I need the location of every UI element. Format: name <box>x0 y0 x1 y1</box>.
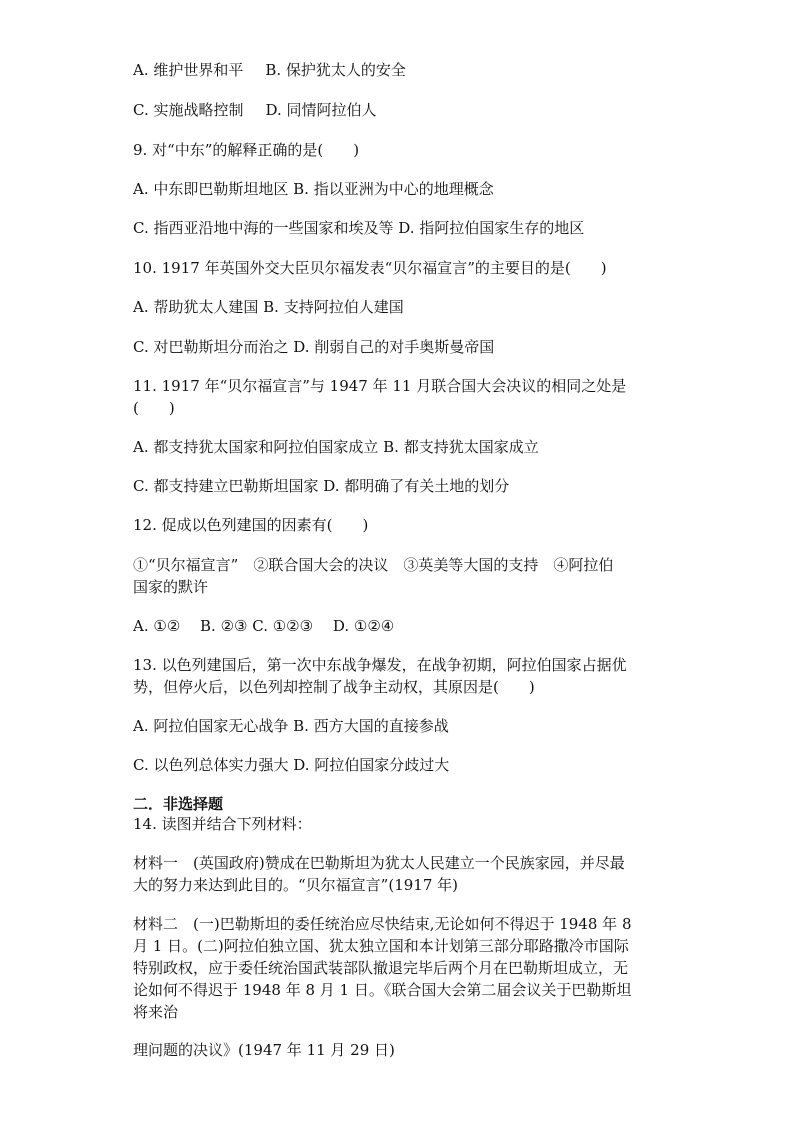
material2-line-2: 月 1 日。(二)阿拉伯独立国、犹太独立国和本计划第三部分耶路撒冷市国际 <box>133 937 629 955</box>
material2-line-6: 理问题的决议》(1947 年 11 月 29 日) <box>133 1041 395 1059</box>
q12-factors-line-2: 国家的默许 <box>133 578 209 596</box>
section-heading: 二．非选择题 <box>133 795 224 813</box>
q10-options-line-1: A. 帮助犹太人建国 B. 支持阿拉伯人建国 <box>133 298 404 316</box>
q8-option-a: A. 维护世界和平 <box>133 61 244 79</box>
q9-options-line-1: A. 中东即巴勒斯坦地区 B. 指以亚洲为中心的地理概念 <box>133 180 494 198</box>
q12-stem: 12. 促成以色列建国的因素有( ) <box>133 516 369 534</box>
q10-stem: 10. 1917 年英国外交大臣贝尔福发表“贝尔福宣言”的主要目的是( ) <box>133 259 607 277</box>
q13-stem-line-1: 13. 以色列建国后，第一次中东战争爆发，在战争初期，阿拉伯国家占据优 <box>133 656 627 674</box>
q12-options: A. ①② B. ②③ C. ①②③ D. ①②④ <box>133 617 395 635</box>
q13-options-line-1: A. 阿拉伯国家无心战争 B. 西方大国的直接参战 <box>133 717 449 735</box>
material2-line-4: 论如何不得迟于 1948 年 8 月 1 日。《联合国大会第二届会议关于巴勒斯坦 <box>133 981 632 999</box>
q11-options-line-2: C. 都支持建立巴勒斯坦国家 D. 都明确了有关土地的划分 <box>133 477 510 495</box>
q11-stem-line-2: ( ) <box>133 399 175 417</box>
q8-option-c: C. 实施战略控制 <box>133 101 244 119</box>
material1-line-2: 大的努力来达到此目的。“贝尔福宣言”(1917 年) <box>133 876 458 894</box>
q14-stem: 14. 读图并结合下列材料： <box>133 815 312 833</box>
q10-options-line-2: C. 对巴勒斯坦分而治之 D. 削弱自己的对手奥斯曼帝国 <box>133 338 495 356</box>
material2-line-3: 特别政权，应于委任统治国武装部队撤退完毕后两个月在巴勒斯坦成立，无 <box>133 959 629 977</box>
q13-stem-line-2: 势，但停火后，以色列却控制了战争主动权，其原因是( ) <box>133 678 535 696</box>
q9-stem: 9. 对“中东”的解释正确的是( ) <box>133 141 360 159</box>
q8-options-line-1 <box>133 60 406 80</box>
q13-options-line-2: C. 以色列总体实力强大 D. 阿拉伯国家分歧过大 <box>133 756 450 774</box>
q12-factors-line-1: ①“贝尔福宣言” ②联合国大会的决议 ③英美等大国的支持 ④阿拉伯 <box>133 556 614 574</box>
material2-line-5: 将来治 <box>133 1003 179 1021</box>
material1-line-1: 材料一 (英国政府)赞成在巴勒斯坦为犹太人民建立一个民族家园，并尽最 <box>133 854 625 872</box>
q11-options-line-1: A. 都支持犹太国家和阿拉伯国家成立 B. 都支持犹太国家成立 <box>133 438 539 456</box>
q11-stem-line-1: 11. 1917 年“贝尔福宣言”与 1947 年 11 月联合国大会决议的相同之处是 <box>133 377 627 395</box>
material2-line-1: 材料二 (一)巴勒斯坦的委任统治应尽快结束,无论如何不得迟于 1948 年 8 <box>133 915 632 933</box>
q8-options-line-2 <box>133 100 377 120</box>
q9-options-line-2: C. 指西亚沿地中海的一些国家和埃及等 D. 指阿拉伯国家生存的地区 <box>133 219 585 237</box>
q8-option-b: B. 保护犹太人的安全 <box>265 61 406 79</box>
q8-option-d: D. 同情阿拉伯人 <box>265 101 377 119</box>
